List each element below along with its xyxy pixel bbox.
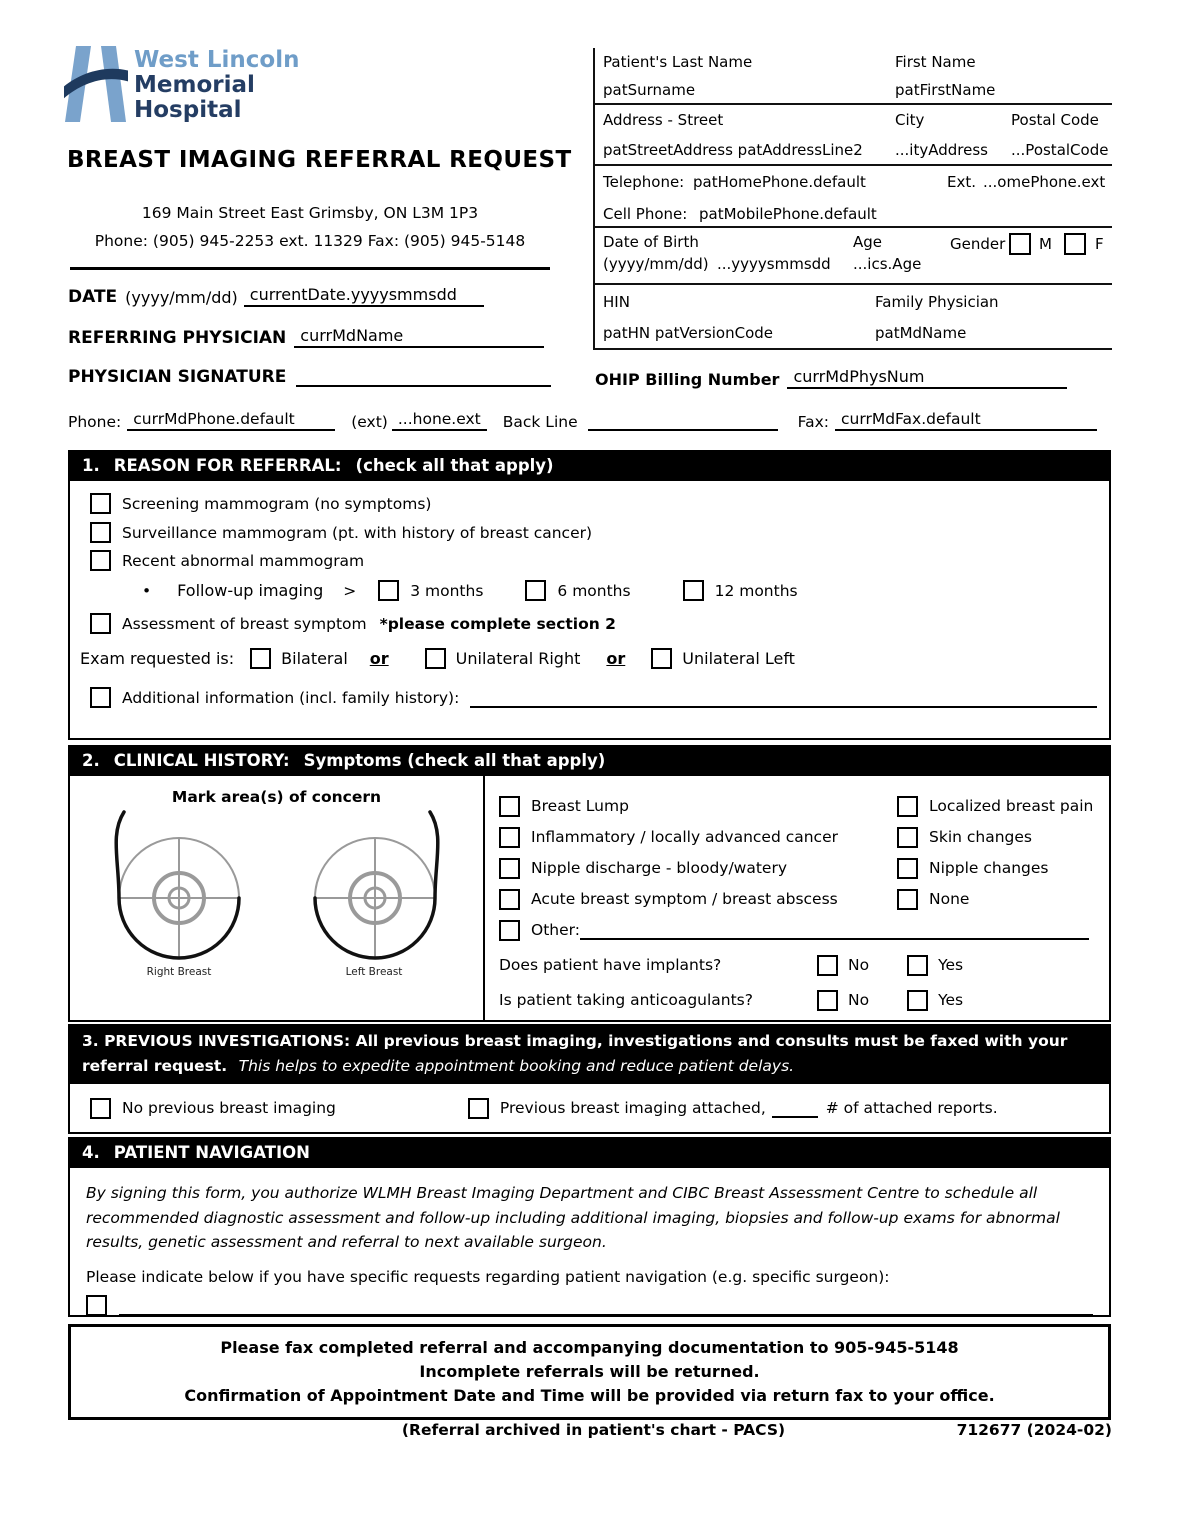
family-physician-field[interactable]: patMdName	[875, 324, 967, 342]
symptom-row	[499, 825, 1095, 849]
checkbox-previous-imaging-attached[interactable]	[468, 1098, 489, 1119]
implants-yes-label: Yes	[938, 956, 964, 974]
patient-hin-row	[595, 285, 1112, 350]
hospital-name-line1: West Lincoln	[134, 47, 300, 73]
md-ext-field[interactable]: ...hone.ext	[392, 410, 487, 431]
other-field[interactable]	[580, 920, 1089, 940]
fax-instruction-line1: Please fax completed referral and accompanying documentation to 905-945-5148	[220, 1338, 959, 1357]
checkbox-no-previous-imaging[interactable]	[90, 1098, 111, 1119]
symptom-row	[499, 856, 1095, 880]
checkbox-navigation-request[interactable]	[86, 1295, 107, 1316]
hospital-name-line2: Memorial	[134, 72, 255, 98]
3-months-label: 3 months	[410, 581, 484, 600]
breast-diagram[interactable]	[82, 808, 472, 966]
section2-header	[68, 745, 1111, 776]
acute-symptom-label: Acute breast symptom / breast abscess	[531, 890, 838, 908]
address-label: Address - Street	[603, 111, 724, 129]
checkbox-assessment-symptom[interactable]	[90, 613, 111, 634]
none-label: None	[929, 890, 970, 908]
bullet-marker: •	[142, 581, 152, 600]
diagram-title: Mark area(s) of concern	[171, 788, 382, 806]
cell-phone-label: Cell Phone:	[603, 205, 688, 223]
age-field[interactable]: ...ics.Age	[853, 255, 922, 273]
family-physician-label: Family Physician	[875, 293, 999, 311]
form-title: BREAST IMAGING REFERRAL REQUEST	[67, 147, 572, 173]
screening-row	[70, 493, 1109, 514]
gender-label: Gender	[950, 235, 1006, 253]
assessment-row	[70, 613, 1109, 634]
fax-instruction-line3: Confirmation of Appointment Date and Time will be provided via return fax to your office.	[184, 1386, 995, 1405]
section1-header	[68, 450, 1111, 481]
checkbox-nipple-discharge[interactable]	[499, 858, 520, 879]
attached-reports-label: # of attached reports.	[825, 1099, 998, 1117]
inflammatory-label: Inflammatory / locally advanced cancer	[531, 828, 838, 846]
referring-physician-field[interactable]: currMdName	[294, 326, 544, 348]
section2-body	[68, 776, 1111, 1022]
assessment-note: *please complete section 2	[379, 614, 616, 633]
other-row	[499, 918, 1095, 942]
telephone-field[interactable]: patHomePhone.default	[693, 173, 866, 191]
fax-instruction-line2: Incomplete referrals will be returned.	[419, 1362, 760, 1381]
patient-address-row	[595, 105, 1112, 166]
form-sections	[68, 450, 1111, 1420]
patient-demographics-box	[593, 48, 1112, 350]
dob-format: (yyyy/mm/dd)	[603, 255, 709, 273]
hin-field[interactable]: patHN patVersionCode	[603, 324, 774, 342]
telephone-ext-field[interactable]: ...omePhone.ext	[983, 173, 1106, 191]
section2-subtitle: Symptoms (check all that apply)	[303, 751, 606, 770]
patient-name-row	[595, 48, 1112, 105]
checkbox-anticoag-no[interactable]	[817, 990, 838, 1011]
md-phone-label: Phone:	[68, 413, 122, 431]
md-fax-label: Fax:	[797, 413, 829, 431]
checkbox-unilateral-right[interactable]	[425, 648, 446, 669]
checkbox-nipple-changes[interactable]	[897, 858, 918, 879]
checkbox-recent-abnormal[interactable]	[90, 550, 111, 571]
first-name-label: First Name	[895, 53, 976, 71]
section1-subtitle: (check all that apply)	[355, 456, 554, 475]
telephone-label: Telephone:	[603, 173, 685, 191]
checkbox-breast-lump[interactable]	[499, 796, 520, 817]
localized-pain-label: Localized breast pain	[929, 797, 1094, 815]
followup-label: Follow-up imaging	[177, 581, 324, 600]
header-divider	[70, 267, 550, 270]
hospital-logo-icon	[64, 44, 128, 122]
date-field[interactable]: currentDate.yyyysmmsdd	[244, 285, 484, 307]
or-text-2: or	[606, 649, 626, 668]
recent-abnormal-label: Recent abnormal mammogram	[122, 551, 365, 570]
symptom-row	[499, 794, 1095, 818]
referring-physician-label: REFERRING PHYSICIAN	[68, 328, 287, 348]
archive-note: (Referral archived in patient's chart - PACS)	[401, 1421, 786, 1439]
6-months-label: 6 months	[557, 581, 631, 600]
previous-imaging-attached-label: Previous breast imaging attached,	[499, 1099, 766, 1117]
anticoag-yes-label: Yes	[938, 991, 964, 1009]
section3-subtitle: This helps to expedite appointment booking and reduce patient delays.	[238, 1057, 795, 1075]
exam-requested-label: Exam requested is:	[80, 649, 235, 668]
symptom-row	[499, 887, 1095, 911]
additional-info-row	[70, 687, 1109, 708]
gender-f-checkbox[interactable]	[1064, 233, 1086, 255]
patient-phone-row	[595, 166, 1112, 228]
surveillance-row	[70, 522, 1109, 543]
section1-body	[68, 481, 1111, 740]
checkbox-other[interactable]	[499, 920, 520, 941]
anticoagulants-question: Is patient taking anticoagulants?	[499, 991, 753, 1009]
hospital-address: 169 Main Street East Grimsby, ON L3M 1P3	[141, 204, 479, 222]
section2-number: 2.	[82, 751, 100, 770]
screening-label: Screening mammogram (no symptoms)	[122, 494, 432, 513]
gender-f-label: F	[1095, 235, 1104, 253]
postal-code-label: Postal Code	[1011, 111, 1099, 129]
md-fax-field[interactable]: currMdFax.default	[835, 410, 1097, 431]
date-format: (yyyy/mm/dd)	[125, 288, 238, 307]
navigation-request-text: Please indicate below if you have specific requests regarding patient navigation (e.g. specific surgeon):	[86, 1267, 890, 1286]
checkbox-anticoag-yes[interactable]	[907, 990, 928, 1011]
navigation-authorization-text: By signing this form, you authorize WLMH Breast Imaging Department and CIBC Breast Assessment Centre to schedule all recommended diagnostic assessment and follow-up including additional imaging, biopsies and follow-up exams for abnormal results, genetic assessment and referral to next available surgeon.	[86, 1184, 1060, 1251]
unilateral-right-label: Unilateral Right	[455, 649, 581, 668]
hospital-name-line3: Hospital	[134, 97, 242, 123]
followup-row	[70, 580, 1109, 601]
section1-number: 1.	[82, 456, 100, 475]
attached-reports-count-field[interactable]	[772, 1098, 818, 1118]
section3-header	[68, 1024, 1111, 1084]
left-breast-label: Left Breast	[345, 966, 403, 978]
gender-m-checkbox[interactable]	[1009, 233, 1031, 255]
checkbox-screening-mammogram[interactable]	[90, 493, 111, 514]
last-name-label: Patient's Last Name	[603, 53, 753, 71]
md-ext-label: (ext)	[351, 413, 388, 431]
gender-m-label: M	[1039, 235, 1052, 253]
navigation-request-field[interactable]	[119, 1296, 1093, 1316]
breast-diagram-cell	[70, 776, 485, 1020]
section4-header	[68, 1137, 1111, 1168]
checkbox-unilateral-left[interactable]	[651, 648, 672, 669]
hospital-name	[134, 48, 299, 123]
nipple-discharge-label: Nipple discharge - bloody/watery	[531, 859, 788, 877]
backline-field[interactable]	[588, 411, 778, 431]
assessment-label: Assessment of breast symptom	[122, 614, 367, 633]
section3-body	[68, 1084, 1111, 1134]
first-name-field[interactable]: patFirstName	[895, 81, 996, 99]
checkbox-acute-symptom[interactable]	[499, 889, 520, 910]
physician-signature-field[interactable]	[296, 367, 551, 387]
other-label: Other:	[531, 921, 580, 939]
breast-labels	[82, 966, 472, 978]
ohip-row	[595, 367, 1067, 389]
signature-row	[68, 367, 551, 387]
exam-requested-row	[70, 648, 1109, 669]
city-label: City	[895, 111, 925, 129]
section1-title: REASON FOR REFERRAL:	[113, 456, 342, 475]
checkbox-skin-changes[interactable]	[897, 827, 918, 848]
checkbox-inflammatory[interactable]	[499, 827, 520, 848]
checkbox-surveillance-mammogram[interactable]	[90, 522, 111, 543]
navigation-request-row	[86, 1295, 1093, 1316]
patient-dob-row	[595, 228, 1112, 285]
age-label: Age	[853, 233, 883, 251]
address-field[interactable]: patStreetAddress patAddressLine2	[603, 141, 863, 159]
or-text-1: or	[369, 649, 389, 668]
no-previous-imaging-label: No previous breast imaging	[122, 1099, 336, 1117]
anticoag-no-label: No	[848, 991, 870, 1009]
section2-title: CLINICAL HISTORY:	[113, 751, 290, 770]
checkbox-implants-yes[interactable]	[907, 955, 928, 976]
greater-than-symbol: >	[343, 581, 357, 600]
breast-lump-label: Breast Lump	[531, 797, 629, 815]
postal-code-field[interactable]: ...PostalCode	[1011, 141, 1109, 159]
section4-body	[68, 1168, 1111, 1317]
ohip-field[interactable]: currMdPhysNum	[787, 367, 1067, 389]
dob-label: Date of Birth	[603, 233, 699, 251]
checkbox-12-months[interactable]	[683, 580, 704, 601]
fax-instruction-box	[68, 1324, 1111, 1420]
implants-question: Does patient have implants?	[499, 956, 722, 974]
form-number: 712677 (2024-02)	[956, 1421, 1112, 1439]
surveillance-label: Surveillance mammogram (pt. with history of breast cancer)	[122, 523, 593, 542]
skin-changes-label: Skin changes	[929, 828, 1032, 846]
date-row	[68, 285, 484, 307]
section4-number: 4.	[82, 1143, 100, 1162]
anticoagulants-row	[499, 988, 1095, 1012]
unilateral-left-label: Unilateral Left	[682, 649, 795, 668]
hin-label: HIN	[603, 293, 630, 311]
12-months-label: 12 months	[714, 581, 798, 600]
checkbox-implants-no[interactable]	[817, 955, 838, 976]
last-name-field[interactable]: patSurname	[603, 81, 696, 99]
recent-abnormal-row	[70, 550, 1109, 571]
right-breast-label: Right Breast	[146, 966, 212, 978]
implants-row	[499, 953, 1095, 977]
additional-info-label: Additional information (incl. family history):	[122, 688, 460, 707]
implants-no-label: No	[848, 956, 870, 974]
section3-title: 3. PREVIOUS INVESTIGATIONS: All previous breast imaging, investigations and consults must be faxed with your referral request.	[82, 1032, 1068, 1075]
md-phone-field[interactable]: currMdPhone.default	[127, 410, 335, 431]
cell-phone-field[interactable]: patMobilePhone.default	[699, 205, 877, 223]
physician-signature-label: PHYSICIAN SIGNATURE	[68, 367, 287, 387]
checkbox-additional-info[interactable]	[90, 687, 111, 708]
backline-label: Back Line	[502, 413, 578, 431]
hospital-phone-fax: Phone: (905) 945-2253 ext. 11329 Fax: (905) 945-5148	[94, 232, 526, 250]
physician-phone-row	[68, 410, 1097, 431]
symptoms-cell	[485, 776, 1109, 1020]
checkbox-3-months[interactable]	[378, 580, 399, 601]
additional-info-field[interactable]	[470, 688, 1097, 708]
checkbox-none[interactable]	[897, 889, 918, 910]
nipple-changes-label: Nipple changes	[929, 859, 1049, 877]
checkbox-bilateral[interactable]	[250, 648, 271, 669]
bottom-note-row	[0, 1421, 1187, 1439]
date-label: DATE	[68, 287, 118, 307]
ohip-label: OHIP Billing Number	[595, 370, 780, 389]
checkbox-6-months[interactable]	[525, 580, 546, 601]
section4-title: PATIENT NAVIGATION	[113, 1143, 310, 1162]
bilateral-label: Bilateral	[281, 649, 348, 668]
checkbox-localized-pain[interactable]	[897, 796, 918, 817]
referring-physician-row	[68, 326, 544, 348]
city-field[interactable]: ...ityAddress	[895, 141, 988, 159]
dob-field[interactable]: ...yyyysmmsdd	[717, 255, 831, 273]
telephone-ext-label: Ext.	[947, 173, 977, 191]
